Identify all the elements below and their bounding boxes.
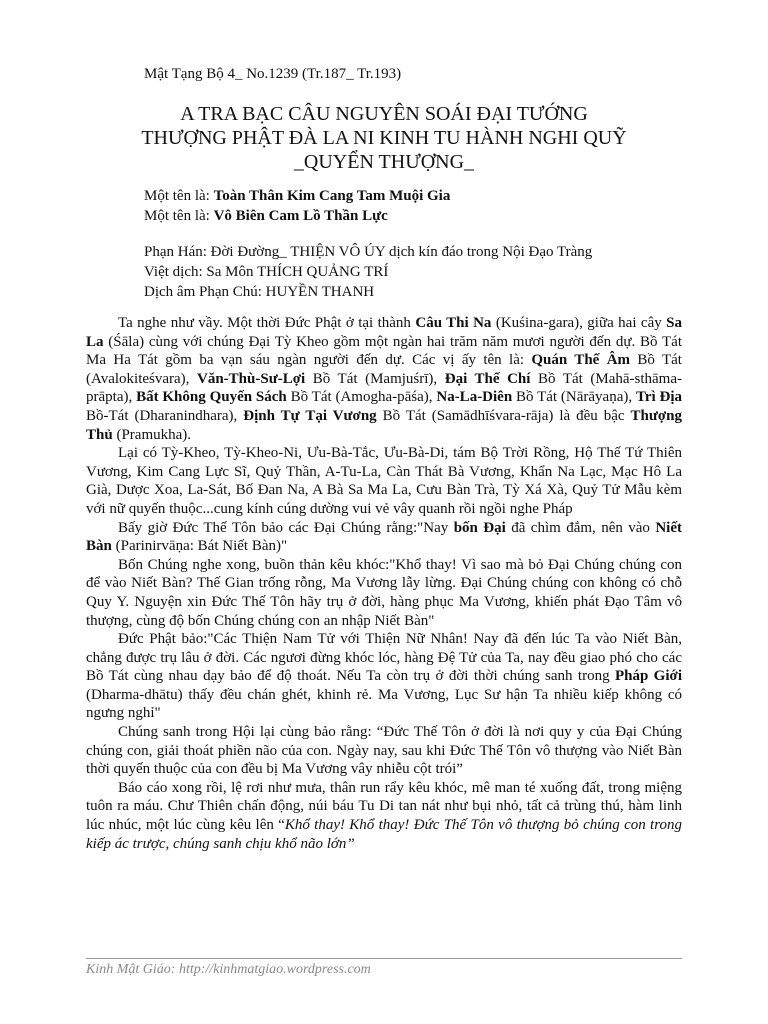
body-paragraph — [86, 519, 682, 556]
text-run: Đức Phật bảo:"Các Thiện Nam Tử với Thiện Nữ Nhân! Nay đã đến lúc Ta vào Niết Bàn, chẳng được trụ lâu ở đời. Các ngươi đừng khóc lóc, hàng Đệ Tử của Ta, nay đều giao phó cho các Bồ Tát cùng nhau dạy bảo để độ thoát. Nếu Ta còn trụ ở đời thời chúng sanh trong — [86, 631, 682, 685]
body-paragraph — [86, 444, 682, 518]
bold-term: Quán Thế Âm — [531, 352, 631, 369]
text-run: Bồ-Tát (Dharanindhara), — [86, 407, 244, 424]
text-run: Lại có Tỳ-Kheo, Tỳ-Kheo-Ni, Ưu-Bà-Tắc, Ưu-Bà-Di, tám Bộ Trời Rồng, Hộ Thế Tứ Thiên Vương, Kim Cang Lực Sĩ, Quỷ Thần, A-Tu-La, Càn Thát Bà Vương, Khẩn Na Lạc, Mạc Hô La Già, Dược Xoa, La-Sát, Bố Đan Na, A Bà Sa Ma La, Cưu Bàn Trà, Tỳ Xá Xà, Quỷ Tử Mẫu kèm với nữ quyến thuộc...cung kính cúng dường vui vẻ vây quanh rồi ngồi nghe Pháp — [86, 445, 682, 517]
alt-name-1 — [144, 186, 450, 206]
title-line-1: A TRA BẠC CÂU NGUYÊN SOÁI ĐẠI TƯỚNG — [180, 103, 588, 125]
text-run: Chúng sanh trong Hội lại cùng bảo rằng: “Đức Thế Tôn ở đời là nơi quy y của Đại Chúng chúng con, giải thoát phiền não của con. Ngày nay, sau khi Đức Thế Tôn vô thượng vào Niết Bàn thời quyến thuộc của con đều bị Ma Vương vây nhiễu cột trói” — [86, 724, 682, 778]
alt-name-value: Vô Biên Cam Lồ Thần Lực — [213, 208, 388, 224]
footer-website: Kinh Mật Giáo: http://kinhmatgiao.wordpress.com — [86, 962, 371, 977]
text-run: Bồ Tát (Avalokiteśvara), — [86, 352, 682, 387]
bold-term: Sa La — [86, 315, 682, 350]
footer-divider — [86, 958, 682, 959]
bold-term: Niết Bàn — [86, 519, 682, 555]
text-run: Bấy giờ Đức Thế Tôn bảo các Đại Chúng rằng:"Nay — [118, 519, 454, 536]
bold-term: bốn Đại — [453, 519, 506, 536]
body-paragraph — [86, 630, 682, 723]
alt-name-value: Toàn Thân Kim Cang Tam Muội Gia — [213, 188, 451, 204]
credit-mantra-transliteration: Dịch âm Phạn Chú: HUYỀN THANH — [144, 284, 375, 300]
text-run: (Pramukha). — [112, 426, 192, 443]
document-reference: Mật Tạng Bộ 4_ No.1239 (Tr.187_ Tr.193) — [144, 66, 402, 82]
bold-term: Định Tự Tại Vương — [243, 407, 377, 424]
body-paragraph — [86, 314, 682, 444]
alt-name-prefix: Một tên là: — [144, 208, 214, 224]
bold-term: Câu Thi Na — [415, 315, 492, 331]
text-run: Bốn Chúng nghe xong, buồn thản kêu khóc:"Khổ thay! Vì sao mà bỏ Đại Chúng chúng con để vào Niết Bàn? Thế Gian trống rỗng, Ma Vương lẫy lừng. Đại Chúng chúng con không có chỗ Quy Y. Nguyện xin Đức Thế Tôn hãy trụ ở đời, hàng phục Ma Vương, khiến phát Đạo Tâm vô thượng, cùng độ bốn Chúng chúng con an nhập Niết Bàn" — [86, 556, 682, 629]
bold-term: Na-La-Diên — [436, 389, 513, 406]
bold-term: Thượng Thủ — [86, 407, 682, 443]
alt-name-2 — [144, 206, 388, 226]
text-run: (Dharma-dhātu) thấy đều chán ghét, khinh rẻ. Ma Vương, Lục Sư hận Ta nhiều kiếp không có ngưng nghỉ" — [86, 686, 682, 722]
alt-name-prefix: Một tên là: — [144, 188, 214, 204]
text-run: Báo cáo xong rồi, lệ rơi như mưa, thân run rẩy kêu khóc, mê man té xuống đất, trong miệng tuôn ra máu. Chư Thiên chấn động, núi báu Tu Di tan nát như bụi nhỏ, tất cả trùng thú, hàm linh lúc nhúc, một lúc cùng kêu lên “ — [86, 779, 682, 834]
bold-term: Bất Không Quyến Sách — [136, 389, 287, 406]
text-run: Bồ Tát (Mahā-sthāma-prāpta), — [86, 370, 682, 406]
bold-term: Pháp Giới — [614, 668, 682, 685]
text-run: (Śāla) cùng với chúng Đại Tỳ Kheo gồm một ngàn hai trăm năm mươi người đến dự. Bồ Tát Ma Ha Tát gồm ba vạn sáu ngàn người đến dự. Các vị ấy tên là: — [86, 333, 682, 369]
title-line-2: THƯỢNG PHẬT ĐÀ LA NI KINH TU HÀNH NGHI QUỸ — [141, 127, 627, 149]
credit-translator-chinese: Phạn Hán: Đời Đường_ THIỆN VÔ ÚY dịch kín đáo trong Nội Đạo Tràng — [144, 244, 593, 260]
body-text — [86, 314, 682, 853]
text-run: Ta nghe như vầy. Một thời Đức Phật ở tại thành — [118, 315, 416, 331]
text-run: (Parinirvāṇa: Bát Niết Bàn)" — [111, 538, 288, 555]
body-paragraph — [86, 779, 682, 853]
body-paragraph — [86, 556, 682, 630]
bold-term: Văn-Thù-Sư-Lợi — [197, 370, 306, 387]
text-run: Bồ Tát (Nārāyaṇa), — [512, 389, 636, 406]
text-run: Bồ Tát (Mamjuśrī), — [305, 370, 445, 387]
bold-term: Đại Thế Chí — [444, 370, 531, 387]
title-line-3: _QUYỂN THƯỢNG_ — [293, 151, 475, 173]
credit-translator-vietnamese: Việt dịch: Sa Môn THÍCH QUẢNG TRÍ — [144, 264, 389, 280]
text-run: (Kuśina-gara), giữa hai cây — [491, 315, 667, 331]
body-paragraph — [86, 723, 682, 779]
text-run: Bồ Tát (Samādhīśvara-rāja) là đều bậc — [376, 407, 631, 424]
text-run: Bồ Tát (Amogha-pāśa), — [286, 389, 437, 406]
bold-term: Trì Địa — [635, 389, 682, 406]
italic-quote: Khổ thay! Khổ thay! Đức Thế Tôn vô thượng bỏ chúng con trong kiếp ác trược, chúng sanh chịu khổ não lớn” — [86, 817, 682, 852]
text-run: đã chìm đắm, nên vào — [505, 519, 656, 536]
